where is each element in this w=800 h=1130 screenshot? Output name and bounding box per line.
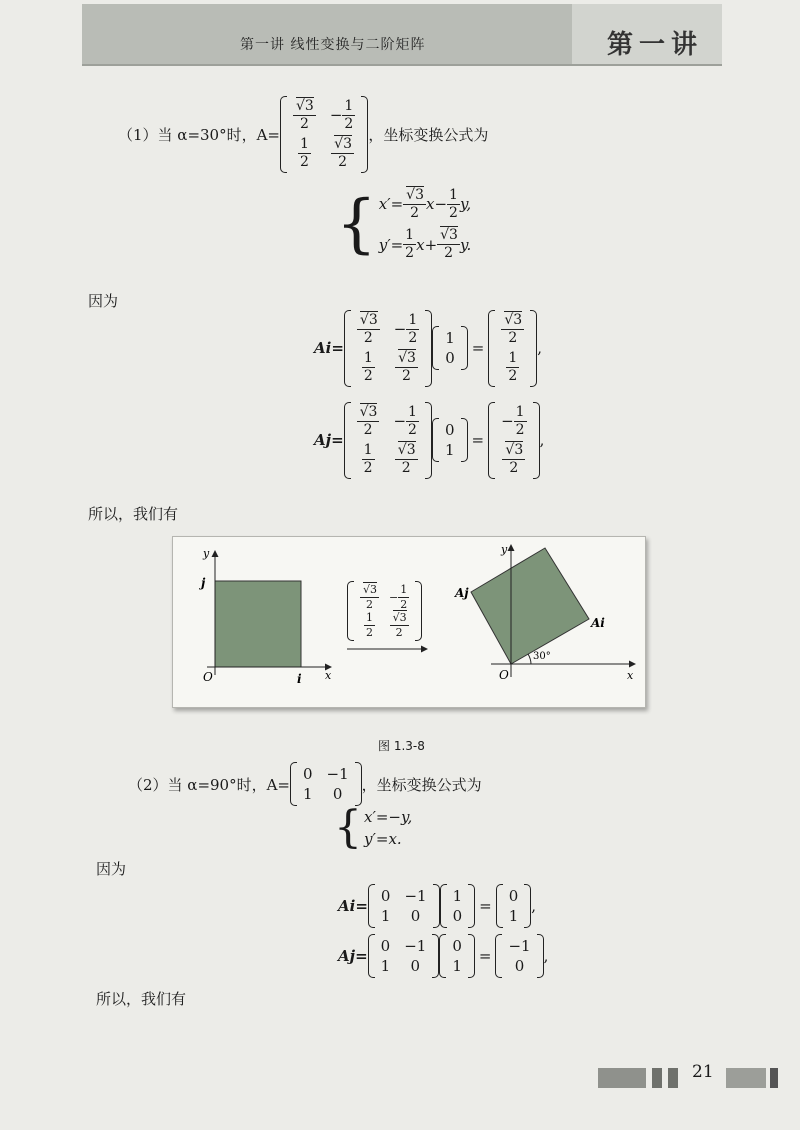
num: 1	[408, 312, 418, 328]
right-y-label: y	[501, 543, 508, 556]
part1-intro: （1）当 α=30°时，A=	[118, 125, 280, 144]
sqrt3: √3	[392, 611, 407, 625]
right-x-label: x	[627, 669, 634, 682]
vector-i	[432, 326, 468, 370]
sqrt3: √3	[359, 312, 378, 328]
x-prime: x′=	[378, 195, 404, 214]
num: 1	[405, 227, 415, 244]
den: 2	[508, 368, 518, 385]
angle-arc	[528, 654, 531, 664]
m-entry: −1	[326, 765, 349, 783]
den: 2	[508, 329, 518, 346]
den: 2	[401, 460, 411, 477]
y-tail: y.	[459, 235, 472, 254]
den: 2	[400, 597, 408, 611]
num: 1	[366, 611, 373, 625]
minus-sign: −	[393, 412, 407, 431]
comma: ,	[543, 947, 549, 965]
Aj-label: Aj=	[314, 431, 344, 450]
result-Aj-30	[488, 402, 540, 479]
part1-statement	[118, 96, 488, 173]
equation-Aj-30	[314, 402, 544, 479]
right-Ai-label: Ai	[591, 616, 605, 630]
equals-sign: =	[471, 431, 485, 450]
unit-square	[215, 581, 301, 667]
right-Aj-label: Aj	[455, 586, 469, 600]
formula2-y-line: y′=x.	[364, 830, 402, 848]
den: 2	[366, 625, 373, 639]
page-number: 21	[692, 1062, 714, 1082]
result-Ai-30	[488, 310, 537, 387]
num: 1	[408, 404, 417, 420]
num: 1	[449, 187, 458, 203]
left-y-label: y	[203, 547, 210, 560]
so-text-1: 所以，我们有	[88, 505, 179, 523]
num: 1	[400, 583, 408, 596]
result-Aj-90	[495, 934, 543, 978]
result-Ai-90	[496, 884, 532, 928]
left-x-label: x	[325, 669, 332, 682]
m-entry: 0	[380, 887, 391, 905]
vec-entry: 0	[444, 421, 455, 440]
den: 2	[363, 460, 373, 477]
vector-i	[440, 884, 476, 928]
vector-j	[432, 418, 468, 462]
den: 2	[402, 368, 411, 385]
num: 1	[515, 404, 525, 420]
num: 1	[363, 350, 373, 367]
transform-formula-90	[334, 802, 413, 853]
vec-entry: 0	[508, 887, 519, 905]
matrix-A30	[344, 310, 432, 387]
den: 2	[363, 329, 373, 346]
den: 2	[408, 329, 418, 346]
part2-after: ，坐标变换公式为	[361, 775, 482, 794]
transform-formula-30	[336, 184, 471, 265]
m-entry: 0	[410, 907, 421, 925]
den: 2	[395, 625, 403, 639]
vec-entry: 1	[452, 957, 462, 975]
equation-Aj-90	[338, 934, 548, 978]
m-entry: 0	[332, 785, 343, 803]
because-text-2: 因为	[96, 860, 127, 878]
left-brace: {	[334, 802, 362, 853]
den: 2	[363, 421, 373, 438]
m-entry: 0	[303, 765, 313, 783]
den: 2	[408, 421, 417, 438]
left-i-label: i	[297, 672, 302, 686]
figure-rotation-30	[172, 536, 646, 708]
formula-x-line	[379, 184, 472, 224]
den: 2	[509, 460, 519, 477]
chapter-title: 第一讲 线性变换与二阶矩阵	[240, 37, 426, 53]
rotated-square	[471, 548, 589, 664]
right-origin-label: O	[499, 668, 509, 682]
footer-bar	[668, 1068, 678, 1088]
rotation-matrix-90	[290, 762, 362, 806]
comma: ,	[537, 339, 542, 358]
angle-label: 30°	[533, 651, 551, 662]
m-entry: 0	[380, 937, 391, 955]
sqrt3: √3	[334, 136, 352, 153]
sqrt3: √3	[296, 98, 314, 114]
vec-entry: 0	[445, 349, 455, 368]
vec-entry: 1	[508, 907, 519, 925]
equals-sign: =	[471, 339, 485, 358]
minus-sign: −	[434, 195, 448, 214]
num: 1	[508, 350, 518, 367]
m-entry: 1	[380, 907, 391, 925]
equation-Ai-90	[338, 884, 536, 928]
fig-matrix-brackets	[347, 581, 422, 641]
sqrt3: √3	[440, 227, 458, 244]
part2-statement	[128, 762, 482, 806]
den: 2	[449, 204, 458, 221]
sqrt3: √3	[406, 187, 424, 203]
figure-caption: 图 1.3-8	[378, 739, 425, 753]
sqrt3: √3	[504, 312, 523, 328]
footer-bar	[726, 1068, 766, 1088]
left-origin-label: O	[203, 670, 213, 684]
matrix-A90	[368, 884, 440, 928]
num: 1	[363, 442, 373, 459]
sqrt3: √3	[363, 583, 378, 596]
m-entry: −1	[404, 937, 427, 955]
num: 1	[299, 136, 309, 153]
minus-sign: −	[393, 320, 407, 339]
den: 2	[444, 245, 454, 262]
vec-entry: 0	[452, 937, 462, 955]
footer-bar	[770, 1068, 778, 1088]
minus-sign: −	[389, 590, 399, 604]
vec-entry: 1	[452, 887, 463, 905]
left-j-label: j	[201, 576, 206, 590]
equation-Ai-30	[314, 310, 542, 387]
m-entry: 0	[410, 957, 421, 975]
vec-entry: 1	[444, 441, 455, 460]
den: 2	[299, 154, 309, 171]
den: 2	[366, 597, 373, 611]
vec-entry: 1	[445, 329, 455, 348]
num: 1	[344, 98, 354, 114]
left-brace: {	[336, 187, 377, 262]
vec-entry: 0	[514, 957, 525, 975]
x-sym: x	[416, 235, 425, 254]
lecture-label: 第一讲	[607, 30, 704, 60]
den: 2	[410, 204, 420, 221]
den: 2	[363, 368, 373, 385]
footer-bar	[598, 1068, 646, 1088]
m-entry: 1	[303, 785, 313, 803]
figure-matrix	[347, 581, 422, 641]
sqrt3: √3	[397, 442, 416, 459]
part1-after: ，坐标变换公式为	[368, 125, 489, 144]
equals-sign: =	[478, 947, 492, 965]
formula2-x-line: x′=−y,	[364, 808, 413, 826]
minus-sign: −	[329, 106, 343, 125]
sqrt3: √3	[398, 350, 416, 367]
vector-j	[439, 934, 475, 978]
comma: ,	[531, 897, 537, 915]
sqrt3: √3	[505, 442, 524, 459]
minus-sign: −	[501, 412, 514, 431]
rotation-matrix-30	[280, 96, 368, 173]
so-text-2: 所以，我们有	[96, 990, 187, 1008]
m-entry: −1	[404, 887, 427, 905]
den: 2	[338, 154, 348, 171]
den: 2	[405, 245, 415, 262]
comma: ,	[539, 431, 545, 450]
Ai-label: Ai=	[338, 897, 368, 915]
y-tail: y,	[459, 195, 472, 214]
den: 2	[344, 115, 354, 132]
matrix-A30	[344, 402, 432, 479]
vec-entry: 0	[452, 907, 463, 925]
because-text-1: 因为	[88, 292, 119, 310]
part2-intro: （2）当 α=90°时，A=	[128, 775, 290, 794]
vec-entry: −1	[508, 937, 531, 955]
den: 2	[299, 115, 309, 132]
footer-bar	[652, 1068, 662, 1088]
equals-sign: =	[479, 897, 492, 915]
den: 2	[515, 421, 525, 438]
formula-y-line	[379, 224, 472, 264]
sqrt3: √3	[359, 404, 378, 420]
y-prime: y′=	[378, 235, 404, 254]
Aj-label: Aj=	[338, 947, 368, 965]
x-sym: x	[425, 195, 435, 214]
plus-sign: +	[424, 235, 438, 254]
Ai-label: Ai=	[314, 339, 344, 358]
m-entry: 1	[380, 957, 391, 975]
matrix-A90	[368, 934, 440, 978]
